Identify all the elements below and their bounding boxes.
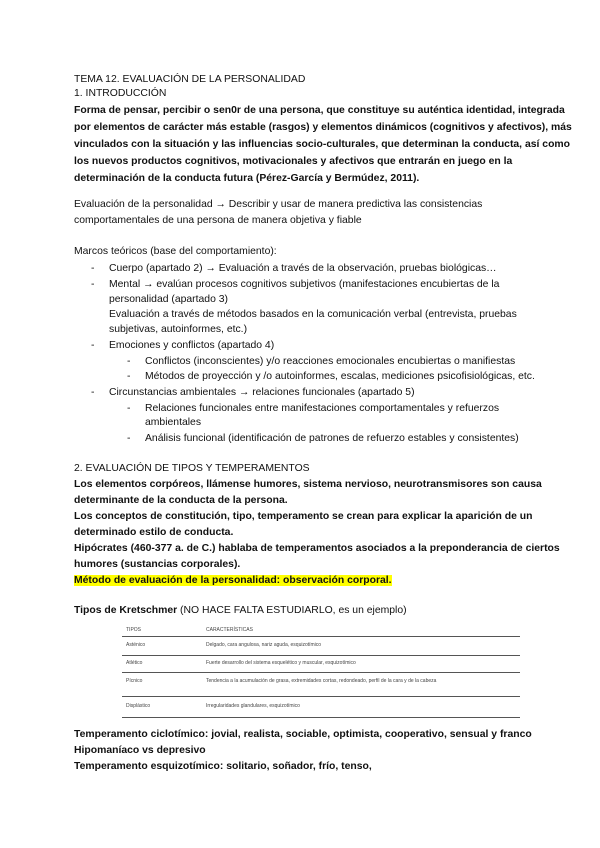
marco-item-emociones: Emociones y conflictos (apartado 4) — [109, 340, 275, 351]
doc-title: TEMA 12. EVALUACIÓN DE LA PERSONALIDAD — [74, 74, 306, 85]
table-cell-caracteristicas: Fuerte desarrollo del sistema esquelético y muscular, esquizotímico — [206, 660, 356, 666]
table-header-caracteristicas: CARACTERÍSTICAS — [206, 627, 253, 633]
eval-line: comportamentales de una persona de manera objetiva y fiable — [74, 215, 362, 226]
intro-line: los nuevos productos cognitivos, motivacionales y afectivos que entrarán en juego en la — [74, 156, 513, 167]
marco-item-circunstancias: Circunstancias ambientales → relaciones funcionales (apartado 5) — [109, 387, 415, 398]
table-cell-tipo: Displástico — [126, 703, 151, 709]
temperamento-line: Hipomaníaco vs depresivo — [74, 745, 206, 756]
table-divider — [122, 696, 520, 697]
table-header-tipos: TIPOS — [126, 627, 142, 633]
subitem-metodos: Métodos de proyección y /o autoinformes, escalas, mediciones psicofisiológicas, etc. — [145, 371, 535, 382]
sublist-dash: - — [127, 433, 131, 444]
highlighted-text: Método de evaluación de la personalidad: observación corporal. — [74, 575, 392, 586]
section-heading-intro: 1. INTRODUCCIÓN — [74, 88, 167, 99]
marco-item-mental-eval-cont: subjetivas, autoinformes, etc.) — [109, 324, 248, 335]
section2-line: Los conceptos de constitución, tipo, temperamento se crean para explicar la aparición de un — [74, 511, 533, 522]
section2-line: Los elementos corpóreos, llámense humores, sistema nervioso, neurotransmisores son causa — [74, 479, 542, 490]
list-dash: - — [91, 340, 95, 351]
table-cell-tipo: Asténico — [126, 642, 146, 648]
list-dash: - — [91, 263, 95, 274]
sublist-dash: - — [127, 356, 131, 367]
highlight-line — [74, 574, 392, 587]
table-cell-caracteristicas: Tendencia a la acumulación de grasa, extremidades cortas, redondeado, perfil de la cara y de la cabeza — [206, 678, 437, 684]
marco-item-mental-cont: personalidad (apartado 3) — [109, 294, 228, 305]
table-bottom-border — [122, 717, 520, 718]
list-dash: - — [91, 279, 95, 290]
table-divider — [122, 636, 520, 637]
section-heading-tipos: 2. EVALUACIÓN DE TIPOS Y TEMPERAMENTOS — [74, 463, 310, 474]
eval-line: Evaluación de la personalidad → Describir y usar de manera predictiva las consistencias — [74, 199, 483, 210]
intro-line: por elementos de carácter más estable (rasgos) y elementos dinámicos (cognitivos y afectivos), más — [74, 122, 572, 133]
subitem-conflictos: Conflictos (inconscientes) y/o reacciones emocionales encubiertas o manifiestas — [145, 356, 516, 367]
table-cell-tipo: Atlético — [126, 660, 143, 666]
section2-line: humores (sustancias corporales). — [74, 559, 241, 570]
kretschmer-title-note: (NO HACE FALTA ESTUDIARLO, es un ejemplo) — [177, 605, 407, 616]
marco-item-cuerpo: Cuerpo (apartado 2) → Evaluación a través de la observación, pruebas biológicas… — [109, 263, 497, 274]
table-cell-tipo: Pícnico — [126, 678, 143, 684]
intro-line: vinculados con la situación y las influencias socio-culturales, que determinan la conducta, así como — [74, 139, 571, 150]
temperamento-line: Temperamento esquizotímico: solitario, soñador, frío, tenso, — [74, 761, 372, 772]
sublist-dash: - — [127, 371, 131, 382]
list-dash: - — [91, 387, 95, 398]
table-divider — [122, 672, 520, 673]
temperamento-line: Temperamento ciclotímico: jovial, realista, sociable, optimista, cooperativo, sensual y franco — [74, 729, 532, 740]
subitem-relaciones: Relaciones funcionales entre manifestaciones comportamentales y refuerzos — [145, 403, 500, 414]
section2-line: determinado estilo de conducta. — [74, 527, 234, 538]
kretschmer-title-bold: Tipos de Kretschmer — [74, 605, 178, 616]
kretschmer-title — [74, 604, 407, 617]
marco-item-mental: Mental → evalúan procesos cognitivos subjetivos (manifestaciones encubiertas de la — [109, 279, 500, 290]
intro-line: Forma de pensar, percibir o sen0r de una persona, que constituye su auténtica identidad, integrada — [74, 105, 565, 116]
table-divider — [122, 655, 520, 656]
section2-line: Hipócrates (460-377 a. de C.) hablaba de temperamentos asociados a la preponderancia de ciertos — [74, 543, 560, 554]
table-cell-caracteristicas: Irregularidades glandulares, esquizotímico — [206, 703, 300, 709]
sublist-dash: - — [127, 403, 131, 414]
marco-item-mental-eval: Evaluación a través de métodos basados en la comunicación verbal (entrevista, pruebas — [109, 309, 517, 320]
subitem-analisis: Análisis funcional (identificación de patrones de refuerzo estables y consistentes) — [145, 433, 519, 444]
subitem-relaciones-cont: ambientales — [145, 417, 202, 428]
intro-line: determinación de la conducta futura (Pérez-García y Bermúdez, 2011). — [74, 173, 420, 184]
section2-line: determinante de la conducta de la persona. — [74, 495, 288, 506]
marcos-heading: Marcos teóricos (base del comportamiento): — [74, 246, 277, 257]
table-cell-caracteristicas: Delgado, cara angulosa, nariz aguda, esquizotímico — [206, 642, 322, 648]
